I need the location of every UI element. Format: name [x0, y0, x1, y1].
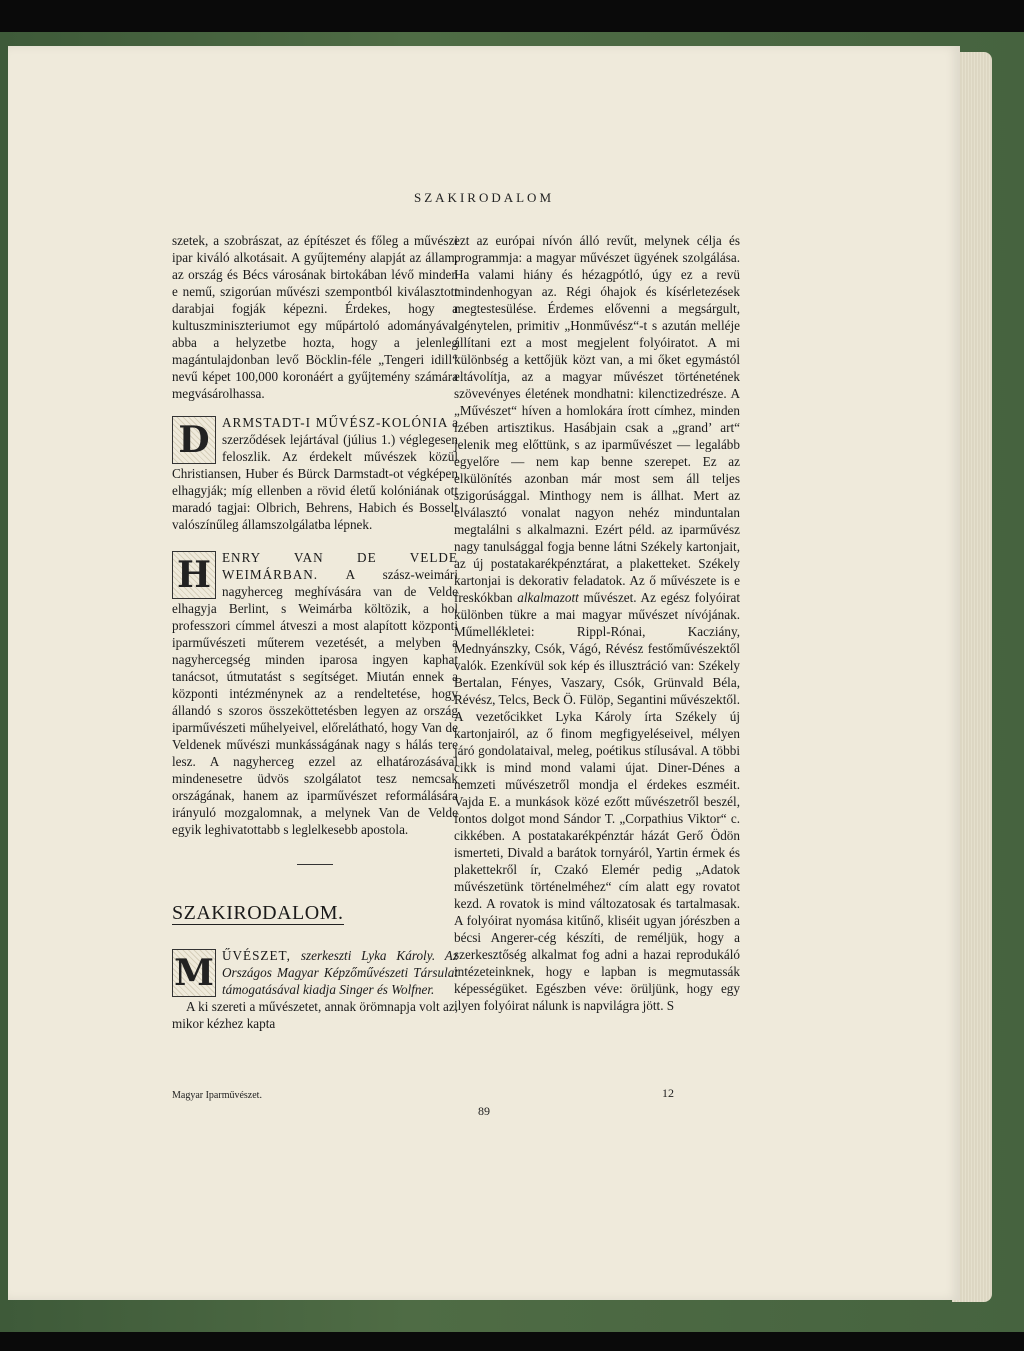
- page-number: 89: [478, 1104, 490, 1118]
- section-darmstadt: [172, 414, 458, 533]
- drop-cap-m: M: [172, 949, 216, 997]
- section-heading-muveszet: ŰVÉSZET,: [222, 948, 291, 963]
- drop-cap-h: H: [172, 551, 216, 599]
- section-text-muveszet: A ki szereti a művészetet, annak örömnapja volt az, mikor kézhez kapta: [172, 999, 458, 1031]
- title-wrap: [172, 902, 458, 933]
- running-head: SZAKIRODALOM: [414, 190, 554, 205]
- review-text-a: ezt az európai nívón álló revűt, melynek célja és programmja: a magyar művészet ügyének szolgálása. Ha valami hiány és hézagpótló, úgy ez a revü mindenhogyan az. Régi óhajok és kísérletezések megtestesülése. Érdemes elővenni a megsárgult, igénytelen, primitiv „Honművész“-t s azután melléje állítani ezt a most megjelent folyóiratot. A mi különbség a kettőjük közt van, a mi őket egymástól eltávolítja, az a magyar művészet történetének szövevényes életének mondhatni: kilenctizedrésze. A „Művészet“ híven a homlokára írott címhez, minden ízében artisztikus. Hasábjain csak a „grand’ art“ jelenik meg előttünk, s az iparművészet — legalább egyelőre — nem kap benne szerepet. Ez az elkülönítés azonban már most sem áll teljes szigorúsággal. Minthogy nem is állhat. Mert az elválasztó vonalat nagyon nehéz minduntalan megtalálni s alkalmazni. Ezért péld. az iparművész nagy tanulsággal fogja benne látni Székely kartonjait, az új postatakarékpénztárat, a plaketteket. Székely kartonjai is dekorativ feladatok. Az ő művészete is e freskókban: [454, 233, 740, 605]
- left-column: [172, 232, 458, 1032]
- section-italic-muveszet: szerkeszti Lyka Károly. Az Országos Magyar Képzőművészeti Társulat támogatásával kiadja Singer és Wolfner.: [222, 948, 458, 997]
- paragraph-review: [454, 232, 740, 1014]
- drop-cap-d: D: [172, 416, 216, 464]
- footer-publication: Magyar Iparművészet.: [172, 1090, 262, 1101]
- right-column: [454, 232, 740, 1014]
- section-divider: [297, 864, 333, 865]
- paragraph-intro: szetek, a szobrászat, az építészet és főleg a művészi ipar kiváló alkotásait. A gyűjtemény alapját az állam, az ország és Bécs városának birtokában lévő minden e nemű, szigorúan művészi szempontból kiválasztott darabjai fogják képezni. Érdekes, hogy a kultuszminiszteriumot egy műpártoló adományával abba a helyzetbe hozta, hogy a jelenleg magántulajdonban levő Böcklin-féle „Tengeri idill“ nevű képet 100,000 koronáért a gyűjtemény számára megvásárolhassa.: [172, 233, 458, 401]
- review-italic: alkalmazott: [517, 590, 579, 605]
- section-van-de-velde: [172, 549, 458, 838]
- footer-signature-number: 12: [662, 1086, 674, 1100]
- section-text-darmstadt: a szerződések lejártával (július 1.) véglegesen feloszlik. Az érdekelt művészek közül Christiansen, Huber és Bürck Darmstadt-ot végképen elhagyják; míg ellenben a rövid életű kolóniának ott maradó tagjai: Olbrich, Behrens, Habich és Bosselt valószínűleg államszolgálatba lépnek.: [172, 415, 458, 532]
- section-heading-van-de-velde: ENRY VAN DE VELDE WEIMÁRBAN.: [222, 550, 458, 582]
- section-title: SZAKIRODALOM.: [172, 902, 344, 924]
- book-page: [8, 46, 960, 1300]
- section-text-van-de-velde: A szász-weimári nagyherceg meghívására van de Velde elhagyja Berlint, s Weimárba költözik, a hol professzori címmel átveszi a most alapított központi iparművészeti műterem vezetését, a melyben a nagyhercegség minden iparosa ingyen kaphat tanácsot, útmutatást s segítséget. Miután ennek a központi intézménynek az a rendeltetése, hogy állandó s szoros összeköttetésben legyen az ország iparművészeti műhelyeivel, előrelátható, hogy Van de Veldenek művészi munkásságának nagy s hálás tere lesz. A nagyherceg ezzel az elhatározásával mindenesetre üdvös szolgálatot tesz nemcsak országának, hanem az iparművészet reformálására irányuló mozgalomnak, a melynek Van de Velde egyik leghivatottabb s leglelkesebb apostola.: [172, 567, 458, 837]
- section-muveszet: [172, 947, 458, 1032]
- review-text-b: művészet. Az egész folyóirat különben tükre a mai magyar művészet nívójának. Műmellékletei: Rippl-Rónai, Kacziány, Mednyánszky, Csók, Vágó, Révész festőművészektől valók. Ezenkívül sok kép és illusztráció van: Székely Bertalan, Fényes, Vaszary, Csók, Grünvald Béla, Révész, Telcs, Beck Ö. Fülöp, Segantini művészektől. A vezetőcikket Lyka Károly írta Székely új kartonjairól, az ő finom megfigyeléseivel, mélyen járó gondolataival, meleg, poétikus stílusával. A többi cikk is mind mond valami újat. Diner-Dénes a nemzeti művészetről mondja el érdekes eszméit. Vajda E. a munkások közé ezőtt művészetről beszél, fontos dolgot mond Sándor T. „Corpathius Viktor“ c. cikkében. A postatakarékpénztár házát Gerő Ödön ismerteti, Divald a barátok tornyáról, Yartin érmek és plakettekről ír, Czakó Elemér pedig „Adatok művészetünk történelméhez“ cím alatt egy rovatot kezd. A rovatok is mind változatosak és tartalmasak. A folyóirat nyomása kitűnő, kliséit ugyan jórészben a bécsi Angerer-cég készíti, de reméljük, hogy a szerkesztőség alkalmat fog adni a hazai reprodukáló intézeteinknek, hogy e lapban is megmutassák képességüket. Egészben véve: örüljünk, hogy egy ilyen folyóirat nálunk is napvilágra jött. S: [454, 590, 740, 1013]
- section-heading-darmstadt: ARMSTADT-I MŰVÉSZ-KOLÓNIA: [222, 415, 449, 430]
